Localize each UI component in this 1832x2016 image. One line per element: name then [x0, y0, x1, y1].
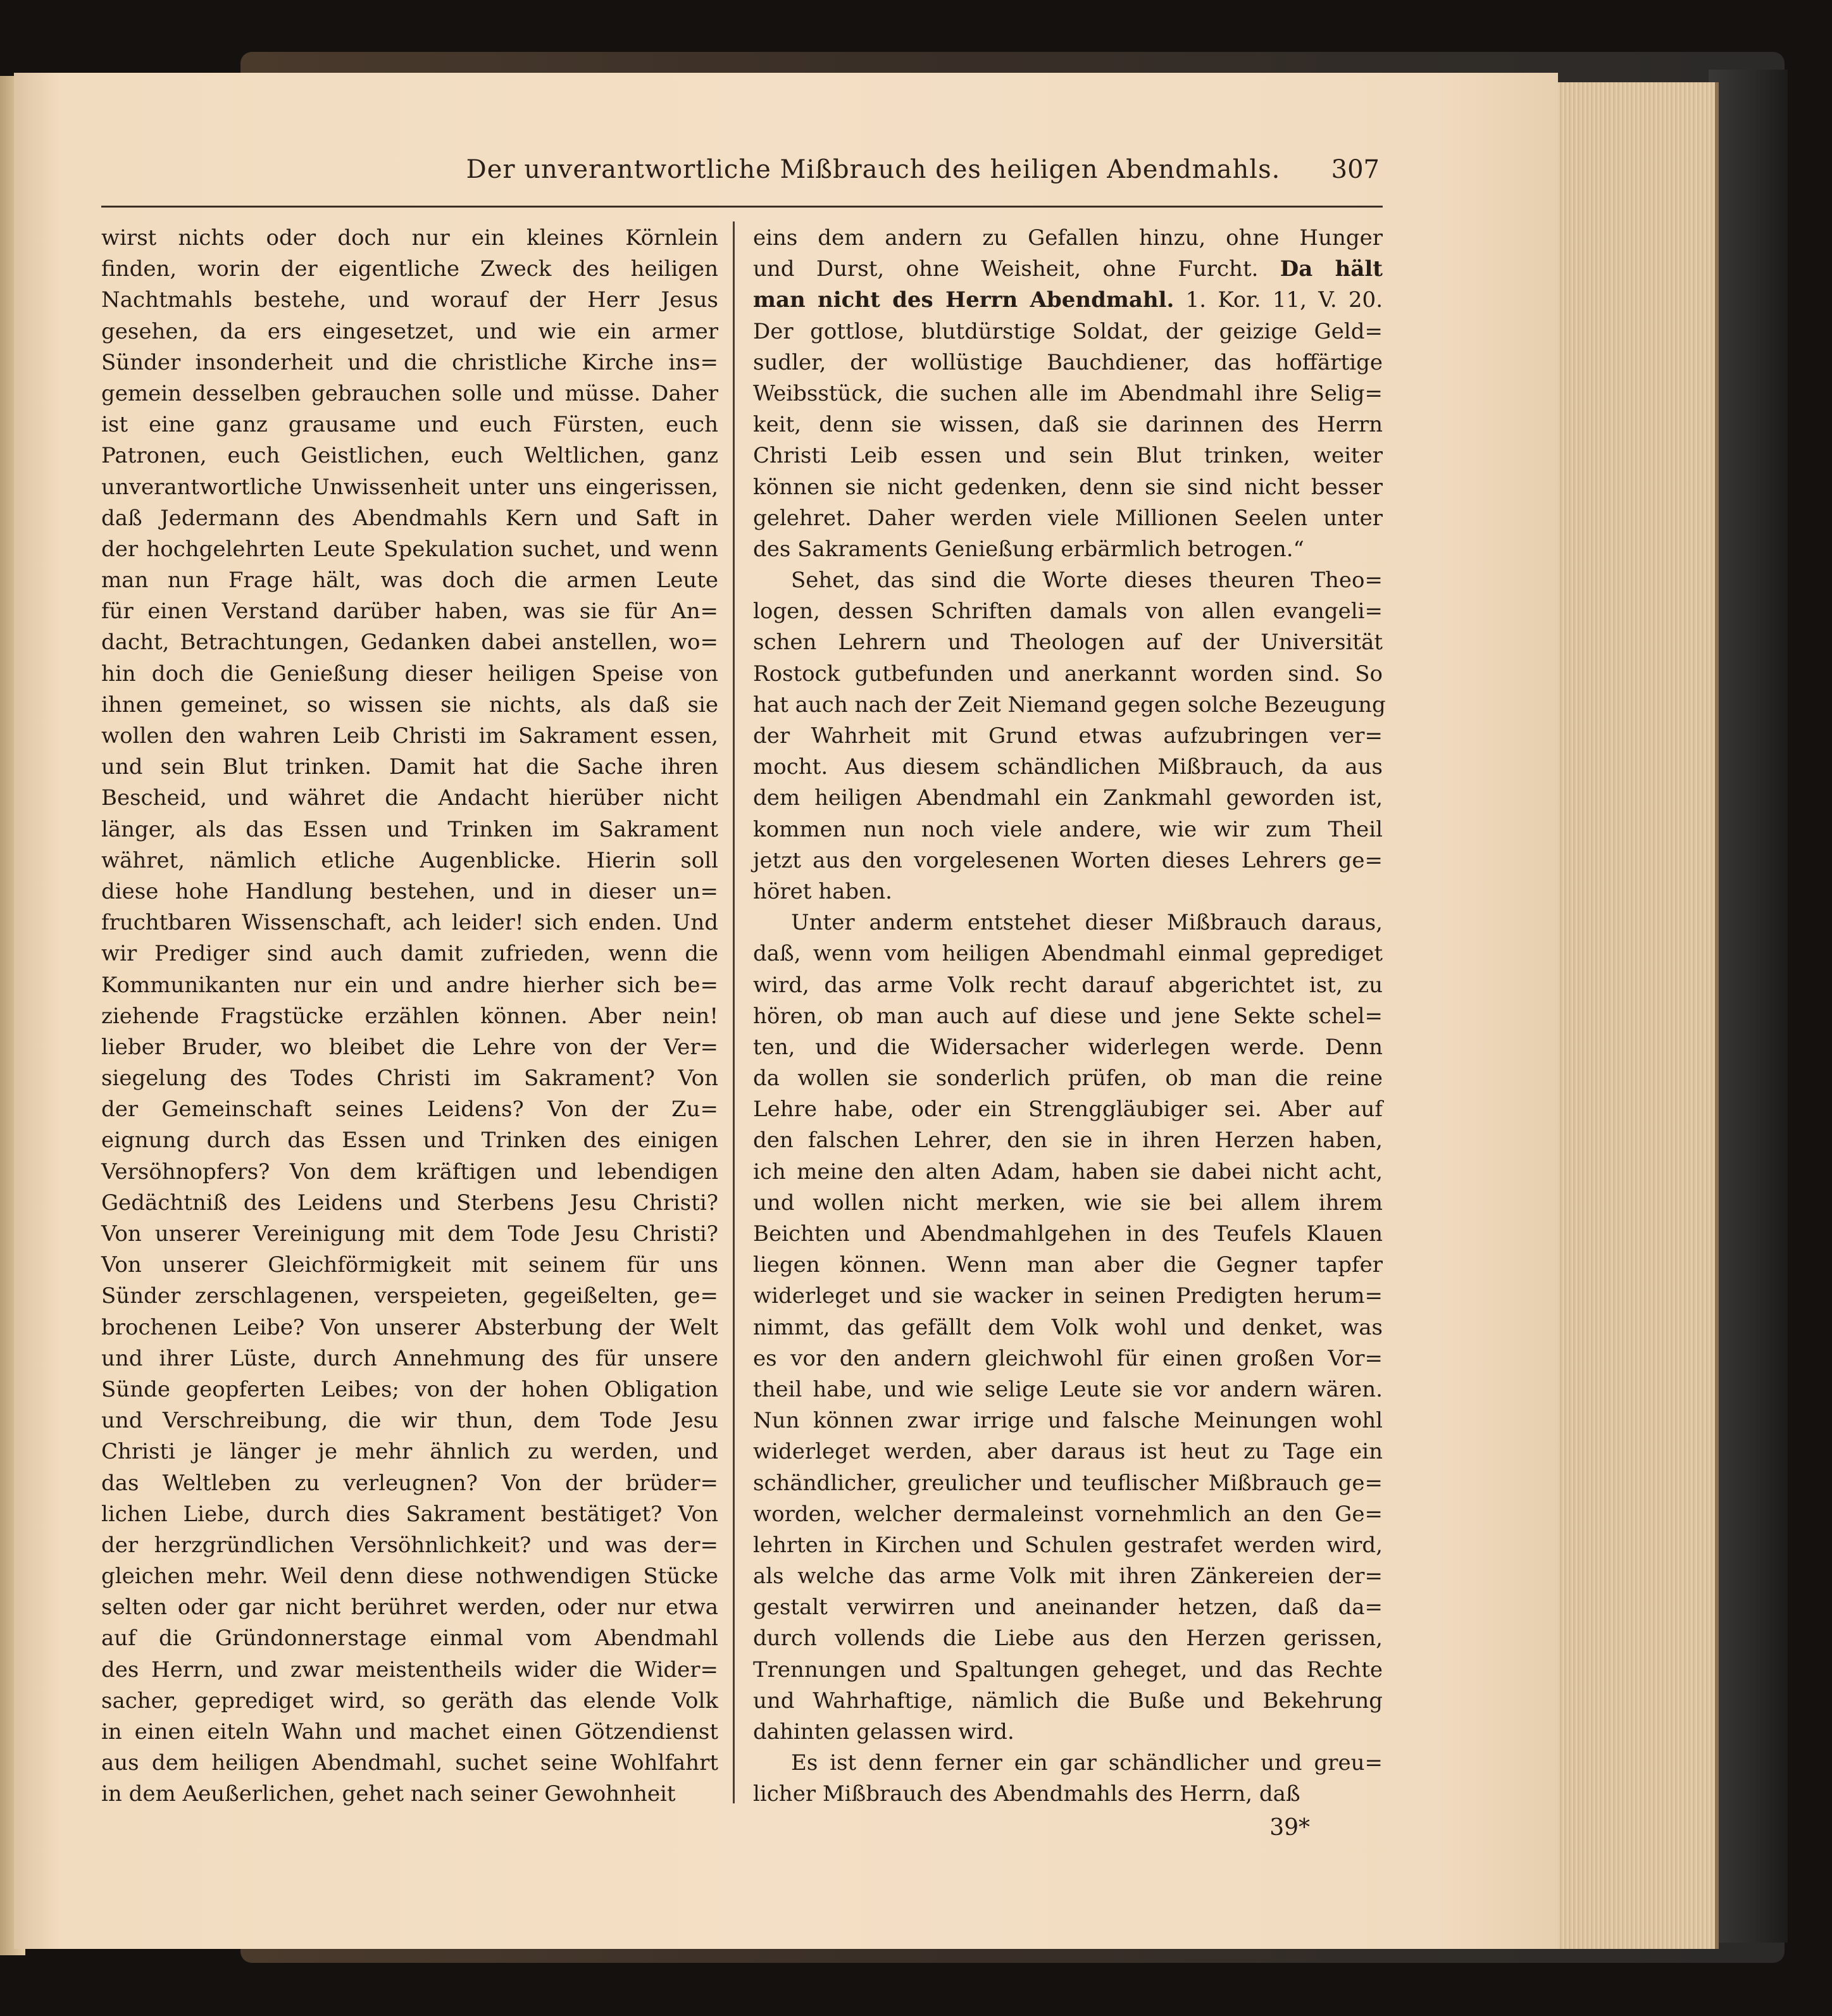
emphasis-text: Da hält	[1280, 256, 1383, 282]
text-line: Es ist denn ferner ein gar schändlicher und greu=	[791, 1750, 1383, 1776]
text-line: diese hohe Handlung bestehen, und in dieser un=	[101, 878, 718, 904]
text-line: für einen Verstand darüber haben, was sie für An=	[101, 599, 718, 625]
text-line: lehrten in Kirchen und Schulen gestrafet werden wird,	[753, 1532, 1383, 1558]
book-cover-edge	[1709, 70, 1788, 1943]
text-line: können sie nicht gedenken, denn sie sind nicht besser	[753, 474, 1383, 500]
text-line: Nachtmahls bestehe, und worauf der Herr Jesus	[101, 287, 718, 313]
left-column	[101, 223, 718, 1810]
text-line: kommen nun noch viele andere, wie wir zum Theil	[753, 816, 1383, 842]
text-line: Der gottlose, blutdürstige Soldat, der geizige Geld=	[753, 318, 1383, 344]
text-line: des Herrn, und zwar meistentheils wider die Wider=	[101, 1657, 718, 1683]
text-line: und ihrer Lüste, durch Annehmung des für unsere	[101, 1345, 718, 1371]
text-line: widerleget und sie wacker in seinen Predigten herum=	[753, 1283, 1383, 1309]
text-line: worden, welcher dermaleinst vornehmlich an den Ge=	[753, 1501, 1383, 1527]
text-line: Nun können zwar irrige und falsche Meinungen wohl	[753, 1408, 1383, 1434]
text-line: ihnen gemeinet, so wissen sie nichts, als daß sie	[101, 692, 718, 718]
text-line: Sehet, das sind die Worte dieses theuren Theo=	[791, 568, 1383, 594]
text-line: aus dem heiligen Abendmahl, suchet seine Wohlfahrt	[101, 1750, 718, 1776]
text-line: Weibsstück, die suchen alle im Abendmahl ihre Selig=	[753, 380, 1383, 406]
text-line: wirst nichts oder doch nur ein kleines Körnlein	[101, 225, 718, 251]
text-run: 1. Kor. 11, V. 20.	[1185, 287, 1383, 313]
text-line: finden, worin der eigentliche Zweck des heiligen	[101, 256, 718, 282]
text-line: und Verschreibung, die wir thun, dem Tode Jesu	[101, 1408, 718, 1434]
text-line: der Gemeinschaft seines Leidens? Von der Zu=	[101, 1097, 718, 1123]
text-line: schändlicher, greulicher und teuflischer Mißbrauch ge=	[753, 1470, 1383, 1496]
text-line: Christi Leib essen und sein Blut trinken, weiter	[753, 443, 1383, 469]
text-line: das Weltleben zu verleugnen? Von der brüder=	[101, 1470, 718, 1496]
text-line: theil habe, und wie selige Leute sie vor andern wären.	[753, 1376, 1383, 1402]
text-line: lichen Liebe, durch dies Sakrament bestätiget? Von	[101, 1501, 718, 1527]
text-line: ist eine ganz grausame und euch Fürsten, euch	[101, 412, 718, 438]
text-line: daß Jedermann des Abendmahls Kern und Saft in	[101, 505, 718, 531]
text-line: Unter anderm entstehet dieser Mißbrauch daraus,	[791, 910, 1383, 936]
text-line: dem heiligen Abendmahl ein Zankmahl geworden ist,	[753, 785, 1383, 811]
text-line: da wollen sie sonderlich prüfen, ob man die reine	[753, 1066, 1383, 1092]
text-line: mocht. Aus diesem schändlichen Mißbrauch, da aus	[753, 754, 1383, 780]
text-line: durch vollends die Liebe aus den Herzen gerissen,	[753, 1626, 1383, 1652]
text-line: ziehende Fragstücke erzählen können. Aber nein!	[101, 1003, 718, 1029]
text-line: widerleget werden, aber daraus ist heut zu Tage ein	[753, 1439, 1383, 1465]
text-line: keit, denn sie wissen, daß sie darinnen des Herrn	[753, 412, 1383, 438]
text-line: hören, ob man auch auf diese und jene Sekte schel=	[753, 1003, 1383, 1029]
text-line: dacht, Betrachtungen, Gedanken dabei anstellen, wo=	[101, 630, 718, 656]
text-line: währet, nämlich etliche Augenblicke. Hierin soll	[101, 847, 718, 873]
text-line: dahinten gelassen wird.	[753, 1719, 1014, 1745]
text-line: den falschen Lehrer, den sie in ihren Herzen haben,	[753, 1128, 1383, 1154]
header-rule	[101, 206, 1383, 208]
right-column	[753, 223, 1386, 1810]
text-line: Kommunikanten nur ein und andre hierher sich be=	[101, 972, 718, 998]
text-line: ten, und die Widersacher widerlegen werde. Denn	[753, 1034, 1383, 1060]
text-line: gesehen, da ers eingesetzet, und wie ein armer	[101, 318, 718, 344]
text-line: Lehre habe, oder ein Strenggläubiger sei. Aber auf	[753, 1097, 1383, 1123]
page-block-edges	[1544, 82, 1719, 1949]
column-divider	[733, 221, 735, 1803]
emphasis-text: man nicht des Herrn Abendmahl.	[753, 287, 1175, 313]
text-line: der hochgelehrten Leute Spekulation suchet, und wenn	[101, 536, 718, 562]
text-line: eins dem andern zu Gefallen hinzu, ohne Hunger	[753, 225, 1383, 251]
text-line: und Wahrhaftige, nämlich die Buße und Bekehrung	[753, 1688, 1383, 1714]
text-line: Bescheid, und währet die Andacht hierüber nicht	[101, 785, 718, 811]
text-line: lieber Bruder, wo bleibet die Lehre von der Ver=	[101, 1034, 718, 1060]
text-line: auf die Gründonnerstage einmal vom Abendmahl	[101, 1626, 718, 1652]
text-line: schen Lehrern und Theologen auf der Universität	[753, 630, 1383, 656]
text-line: siegelung des Todes Christi im Sakrament? Von	[101, 1066, 718, 1092]
text-line: unverantwortliche Unwissenheit unter uns eingerissen,	[101, 474, 718, 500]
text-line: licher Mißbrauch des Abendmahls des Herrn, daß	[753, 1781, 1300, 1807]
text-line: Rostock gutbefunden und anerkannt worden sind. So	[753, 661, 1383, 687]
text-line: des Sakraments Genießung erbärmlich betrogen.“	[753, 536, 1304, 562]
text-line: jetzt aus den vorgelesenen Worten dieses Lehrers ge=	[753, 847, 1383, 873]
text-line: sacher, geprediget wird, so geräth das elende Volk	[101, 1688, 718, 1714]
text-line: der Wahrheit mit Grund etwas aufzubringen ver=	[753, 723, 1383, 749]
text-line: in einen eiteln Wahn und machet einen Götzendienst	[101, 1719, 718, 1745]
text-line: in dem Aeußerlichen, gehet nach seiner Gewohnheit	[101, 1781, 676, 1807]
text-line: gleichen mehr. Weil denn diese nothwendigen Stücke	[101, 1564, 718, 1590]
page-number: 307	[1331, 155, 1380, 184]
text-line: wird, das arme Volk recht darauf abgerichtet ist, zu	[753, 972, 1383, 998]
text-line: wir Prediger sind auch damit zufrieden, wenn die	[101, 941, 718, 967]
text-line: eignung durch das Essen und Trinken des einigen	[101, 1128, 718, 1154]
text-line: man nun Frage hält, was doch die armen Leute	[101, 568, 718, 594]
text-line: Patronen, euch Geistlichen, euch Weltlichen, ganz	[101, 443, 718, 469]
text-line: Gedächtniß des Leidens und Sterbens Jesu Christi?	[101, 1190, 718, 1216]
text-line: länger, als das Essen und Trinken im Sakrament	[101, 816, 718, 842]
text-line: Von unserer Vereinigung mit dem Tode Jesu Christi?	[101, 1221, 718, 1247]
text-line	[753, 285, 1383, 316]
text-line: als welche das arme Volk mit ihren Zänkereien der=	[753, 1564, 1383, 1590]
text-line: Sünder zerschlagenen, verspeieten, gegeißelten, ge=	[101, 1283, 718, 1309]
text-line: hat auch nach der Zeit Niemand gegen solche Bezeugung	[753, 692, 1386, 718]
text-line: brochenen Leibe? Von unserer Absterbung der Welt	[101, 1314, 718, 1340]
text-line: nimmt, das gefällt dem Volk wohl und denket, was	[753, 1314, 1383, 1340]
text-line: Trennungen und Spaltungen geheget, und das Rechte	[753, 1657, 1383, 1683]
text-line: selten oder gar nicht berühret werden, oder nur etwa	[101, 1595, 718, 1621]
text-line: Christi je länger je mehr ähnlich zu werden, und	[101, 1439, 718, 1465]
text-line: gelehret. Daher werden viele Millionen Seelen unter	[753, 505, 1383, 531]
text-line: liegen können. Wenn man aber die Gegner tapfer	[753, 1252, 1383, 1278]
text-run: und Durst, ohne Weisheit, ohne Furcht.	[753, 256, 1259, 282]
text-line	[753, 254, 1383, 285]
text-line: ich meine den alten Adam, haben sie dabei nicht acht,	[753, 1159, 1383, 1185]
text-line: höret haben.	[753, 878, 892, 904]
text-line: der herzgründlichen Versöhnlichkeit? und was der=	[101, 1532, 718, 1558]
text-line: und sein Blut trinken. Damit hat die Sache ihren	[101, 754, 718, 780]
text-line: wollen den wahren Leib Christi im Sakrament essen,	[101, 723, 718, 749]
text-line: sudler, der wollüstige Bauchdiener, das hoffärtige	[753, 349, 1383, 375]
text-line: Von unserer Gleichförmigkeit mit seinem für uns	[101, 1252, 718, 1278]
text-line: hin doch die Genießung dieser heiligen Speise von	[101, 661, 718, 687]
text-line: logen, dessen Schriften damals von allen evangeli=	[753, 599, 1383, 625]
text-line: fruchtbaren Wissenschaft, ach leider! sich enden. Und	[101, 910, 718, 936]
text-line: gemein desselben gebrauchen solle und müsse. Daher	[101, 380, 718, 406]
signature-mark: 39*	[1269, 1815, 1310, 1841]
text-line: und wollen nicht merken, wie sie bei allem ihrem	[753, 1190, 1383, 1216]
text-line: es vor den andern gleichwohl für einen großen Vor=	[753, 1345, 1383, 1371]
text-line: Beichten und Abendmahlgehen in des Teufels Klauen	[753, 1221, 1383, 1247]
text-line: Sünde geopferten Leibes; von der hohen Obligation	[101, 1376, 718, 1402]
text-line: gestalt verwirren und aneinander hetzen, daß da=	[753, 1595, 1383, 1621]
running-head: Der unverantwortliche Mißbrauch des heiligen Abendmahls.	[466, 155, 1281, 184]
text-line: daß, wenn vom heiligen Abendmahl einmal geprediget	[753, 941, 1383, 967]
text-line: Sünder insonderheit und die christliche Kirche ins=	[101, 349, 718, 375]
text-line: Versöhnopfers? Von dem kräftigen und lebendigen	[101, 1159, 718, 1185]
